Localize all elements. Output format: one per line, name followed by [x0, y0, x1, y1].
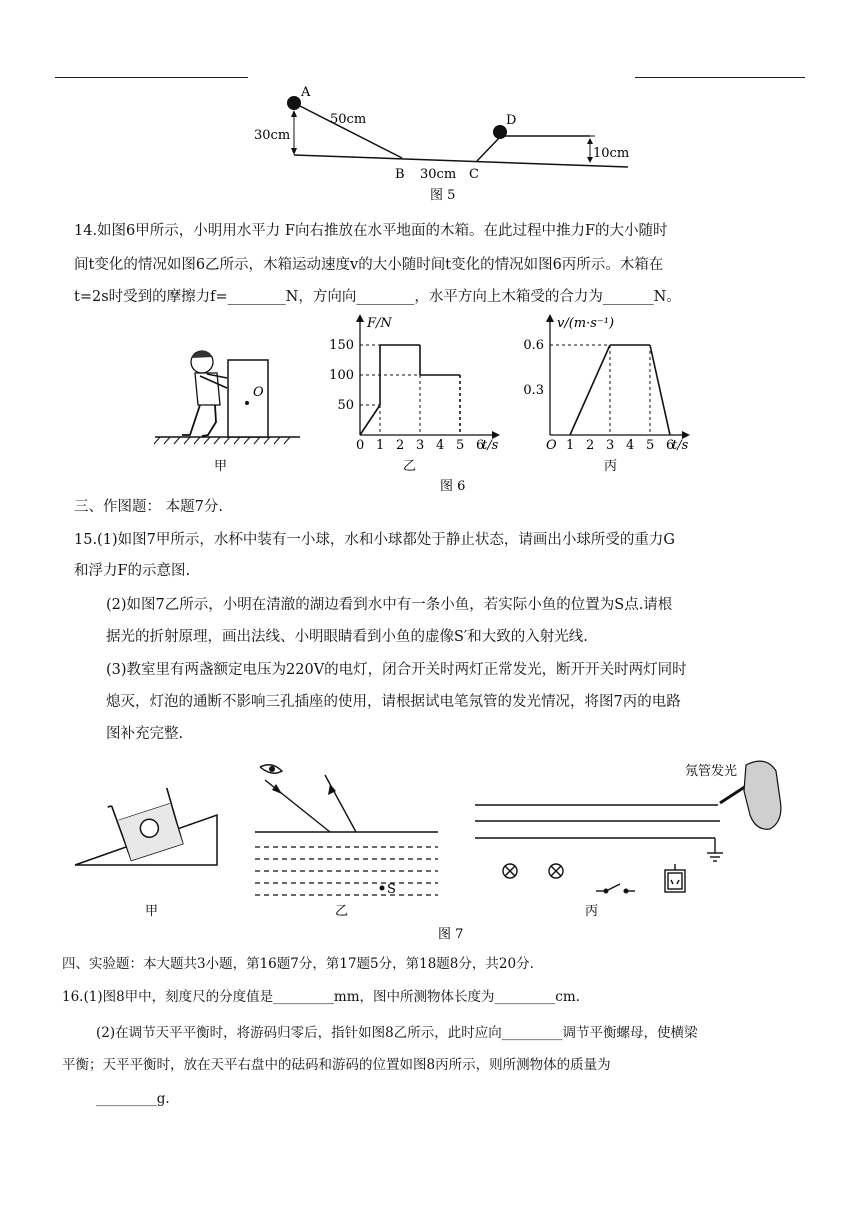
fig6-sub-a: 甲 — [214, 459, 228, 474]
fig6-velocity-time-graph — [523, 314, 690, 474]
graph-b-x-label: t/s — [482, 438, 499, 453]
q16-p2-line-3: _________g. — [96, 1091, 170, 1107]
c-x-tick-label: 4 — [626, 438, 635, 453]
three-hole-socket-icon — [665, 864, 685, 892]
c-data-segment — [650, 345, 670, 435]
b-x-tick-label: 2 — [396, 438, 405, 453]
c-x-tick-label: 1 — [566, 438, 575, 453]
c-x-tick-label: 2 — [586, 438, 595, 453]
b-x-tick-label: 5 — [456, 438, 465, 453]
q16-p2-line-2: 平衡；天平平衡时，放在天平右盘中的砝码和游码的位置如图8丙所示，则所测物体的质量为 — [62, 1057, 611, 1073]
b-x-tick-label: 4 — [436, 438, 445, 453]
label-d-height: 10cm — [593, 146, 630, 161]
q15-p2-line-2: 据光的折射原理，画出法线、小明眼睛看到小鱼的虚像S′和大致的入射光线. — [106, 629, 588, 645]
label-d: D — [506, 113, 517, 128]
fig7-refraction — [255, 765, 438, 919]
b-data-segment — [360, 405, 380, 435]
fig6-pushing-illustration — [154, 351, 300, 474]
figure-7-caption: 图 7 — [438, 927, 464, 942]
section-4-heading: 四、实验题：本大题共3小题，第16题7分，第17题5分，第18题8分，共20分. — [62, 956, 534, 972]
figure-6 — [150, 310, 710, 500]
ground-icon — [707, 853, 723, 861]
q15-p3-line-1: (3)教室里有两盏额定电压为220V的电灯，闭合开关时两灯正常发光，断开开关时两灯同时 — [106, 662, 687, 678]
fig6-sub-c: 丙 — [604, 459, 618, 474]
q14-line-2: 间t变化的情况如图6乙所示，木箱运动速度v的大小随时间t变化的情况如图6丙所示。木箱在 — [74, 257, 664, 273]
switch-icon — [596, 884, 635, 893]
fig7-circuit — [475, 761, 781, 919]
figure-6-caption: 图 6 — [440, 479, 466, 494]
c-x-tick-label: 3 — [606, 438, 615, 453]
ball-d — [493, 125, 507, 139]
label-ab-length: 50cm — [330, 112, 367, 127]
c-y-tick-label: 0.3 — [523, 383, 544, 398]
c-y-tick-label: 0.6 — [523, 338, 544, 353]
c-x-tick-label: O — [546, 438, 557, 453]
label-c: C — [469, 167, 479, 182]
fish-point-s — [380, 886, 385, 891]
graph-b-y-label: F/N — [367, 316, 392, 331]
box-center-label: O — [253, 385, 264, 400]
header-rule-left — [55, 77, 248, 78]
q14-line-3: t=2s时受到的摩擦力f=________N，方向向________，水平方向上木箱受的合力为_______N。 — [74, 289, 681, 305]
q15-p3-line-2: 熄灭，灯泡的通断不影响三孔插座的使用，请根据试电笔氖管的发光情况，将图7丙的电路 — [106, 694, 681, 710]
graph-c-x-label: t/s — [672, 438, 689, 453]
fig6-force-time-graph — [329, 314, 500, 474]
fig7-sub-b: 乙 — [335, 904, 349, 919]
b-y-tick-label: 50 — [337, 398, 354, 413]
fig6-sub-b: 乙 — [403, 459, 417, 474]
c-x-tick-label: 5 — [646, 438, 655, 453]
c-x-tick-label: 6 — [666, 438, 675, 453]
label-bc-length: 30cm — [420, 167, 457, 182]
lamp-1-icon — [503, 864, 517, 878]
fig7-sub-c: 丙 — [585, 904, 599, 919]
ball-a — [287, 96, 301, 110]
label-a-height: 30cm — [254, 128, 291, 143]
c-data-segment — [570, 345, 610, 435]
b-y-tick-label: 100 — [329, 368, 354, 383]
label-b: B — [395, 167, 405, 182]
header-rule-right — [635, 77, 805, 78]
q16-p2-line-1: (2)在调节天平平衡时，将游码归零后，指针如图8乙所示，此时应向_________调节平衡螺母，使横梁 — [96, 1025, 698, 1041]
b-x-tick-label: 0 — [356, 438, 365, 453]
q14-line-1: 14.如图6甲所示，小明用水平力 F向右推放在水平地面的木箱。在此过程中推力F的大小随时 — [74, 223, 668, 239]
graph-c-y-label: v/(m·s⁻¹) — [557, 316, 615, 331]
b-x-tick-label: 1 — [376, 438, 385, 453]
b-y-tick-label: 150 — [329, 338, 354, 353]
label-a: A — [301, 85, 311, 100]
figure-5-caption: 图 5 — [430, 188, 456, 202]
q15-p1-line-1: 15.(1)如图7甲所示，水杯中装有一小球，水和小球都处于静止状态，请画出小球所受的重力G — [74, 532, 675, 548]
figure-7 — [60, 755, 800, 950]
q16-p1: 16.(1)图8甲中，刻度尺的分度值是_________mm，图中所测物体长度为_________cm. — [62, 989, 580, 1005]
b-x-tick-label: 6 — [476, 438, 485, 453]
lamp-2-icon — [549, 864, 563, 878]
label-s: S — [387, 882, 396, 897]
fig7-cup-on-incline — [75, 788, 217, 919]
q15-p3-line-3: 图补充完整. — [106, 726, 184, 742]
b-x-tick-label: 3 — [416, 438, 425, 453]
q15-p1-line-2: 和浮力F的示意图. — [74, 563, 191, 579]
section-3-heading: 三、作图题： 本题7分. — [74, 499, 223, 515]
figure-5 — [250, 82, 640, 202]
fig7-sub-a: 甲 — [145, 904, 159, 919]
neon-glow-label: 氖管发光 — [685, 764, 738, 779]
q15-p2-line-1: (2)如图7乙所示，小明在清澈的湖边看到水中有一条小鱼，若实际小鱼的位置为S点.请根 — [106, 597, 673, 613]
